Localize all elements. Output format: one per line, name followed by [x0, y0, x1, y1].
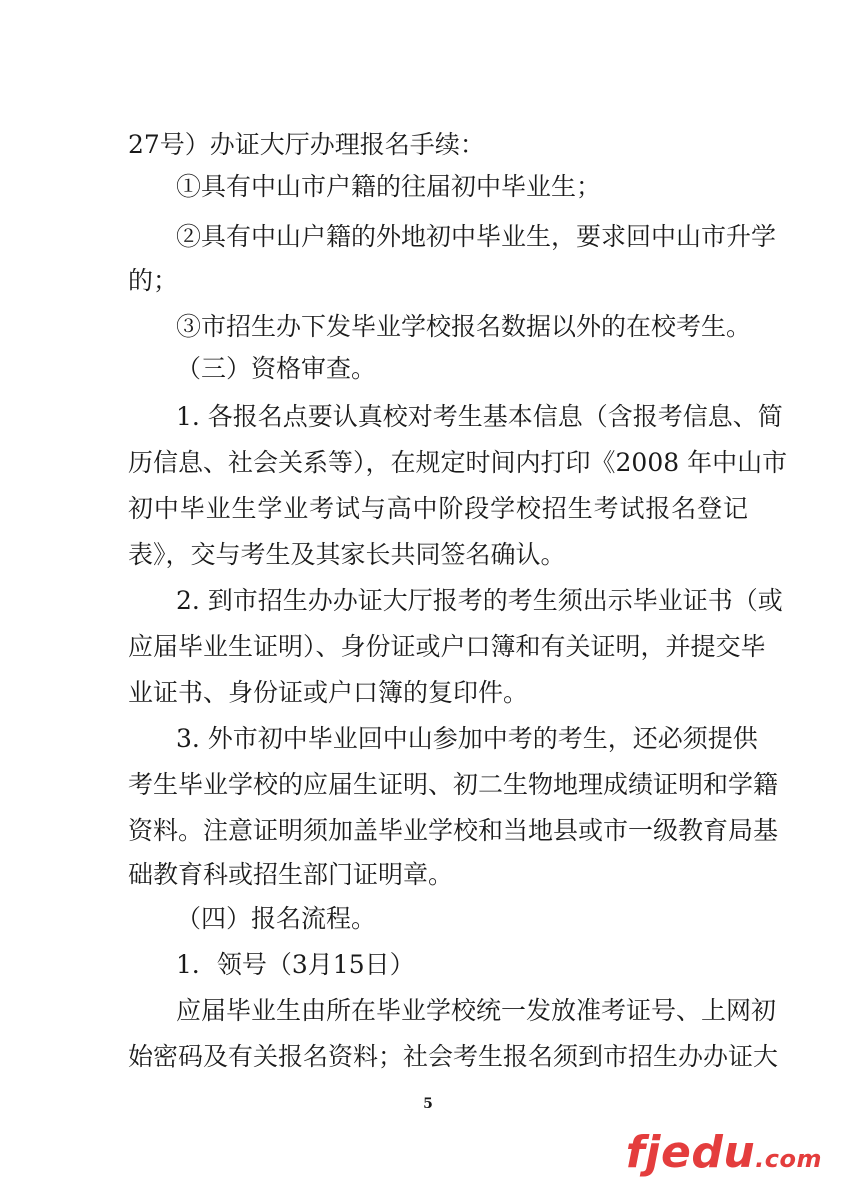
text-line: ①具有中山市户籍的往届初中毕业生；	[176, 172, 602, 201]
text-line: 历信息、社会关系等），在规定时间内打印《2008 年中山市	[128, 448, 788, 477]
text-line: 应届毕业生由所在毕业学校统一发放准考证号、上网初	[176, 996, 777, 1025]
text-line: 础教育科或招生部门证明章。	[128, 860, 454, 889]
text-line: 2. 到市招生办办证大厅报考的考生须出示毕业证书（或	[176, 586, 783, 615]
text-line: 1．领号（3月15日）	[176, 950, 415, 979]
text-line: 资料。注意证明须加盖毕业学校和当地县或市一级教育局基	[128, 816, 779, 845]
text-line: ③市招生办下发毕业学校报名数据以外的在校考生。	[176, 312, 752, 341]
page-number: 5	[423, 1096, 433, 1112]
watermark-main: fjedu	[625, 1127, 756, 1178]
text-line: 的；	[128, 266, 179, 295]
watermark-tld: .com	[755, 1145, 822, 1173]
section-heading: （四）报名流程。	[176, 904, 377, 933]
text-line: 3. 外市初中毕业回中山参加中考的考生，还必须提供	[176, 724, 758, 753]
text-line: 表》，交与考生及其家长共同签名确认。	[128, 540, 566, 569]
text-line: 1. 各报名点要认真校对考生基本信息（含报考信息、简	[176, 402, 783, 431]
text-line: 应届毕业生证明）、身份证或户口簿和有关证明，并提交毕	[128, 632, 766, 661]
text-line: 27号）办证大厅办理报名手续：	[128, 130, 485, 159]
text-line: 业证书、身份证或户口簿的复印件。	[128, 678, 529, 707]
text-line: 初中毕业生学业考试与高中阶段学校招生考试报名登记	[128, 494, 748, 523]
watermark-logo	[626, 1127, 822, 1178]
text-line: 始密码及有关报名资料；社会考生报名须到市招生办办证大	[128, 1042, 779, 1071]
text-line: ②具有中山户籍的外地初中毕业生，要求回中山市升学	[176, 222, 777, 251]
section-heading: （三）资格审查。	[176, 354, 377, 383]
text-line: 考生毕业学校的应届生证明、初二生物地理成绩证明和学籍	[128, 770, 779, 799]
